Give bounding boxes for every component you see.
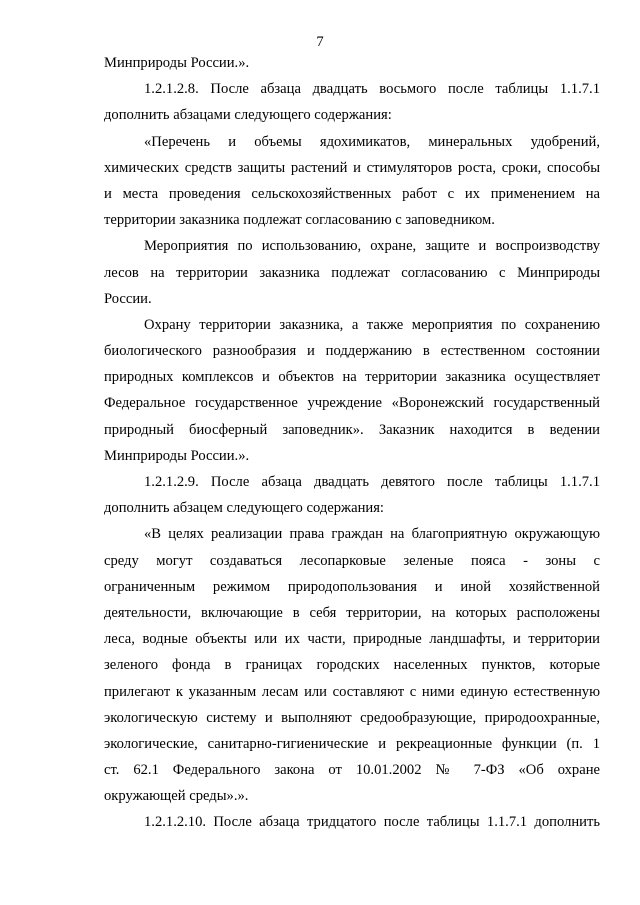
text-line: окружающей среды».». (104, 788, 249, 805)
text-line: экологическую систему и выполняют средообразующие, природоохранные, (104, 709, 600, 726)
text-line: ст. 62.1 Федерального закона от 10.01.2002 № 7-ФЗ «Об охране (104, 762, 600, 779)
text-line: зеленого фонда в границах городских населенных пунктов, которые (104, 657, 600, 674)
text-line: Мероприятия по использованию, охране, защите и воспроизводству (144, 238, 600, 255)
text-line: химических средств защиты растений и стимуляторов роста, сроки, способы (104, 159, 600, 176)
text-line: дополнить абзацем следующего содержания: (104, 500, 384, 517)
text-line: Минприроды России.». (104, 55, 250, 71)
text-line: леса, водные объекты или их части, природные ландшафты, и территории (104, 631, 600, 648)
text-line: 1.2.1.2.8. После абзаца двадцать восьмого после таблицы 1.1.7.1 (144, 81, 600, 98)
text-line: биологического разнообразия и поддержанию в естественном состоянии (104, 343, 600, 360)
text-line: Охрану территории заказника, а также мероприятия по сохранению (144, 316, 600, 333)
text-line: природных комплексов и объектов на территории заказника осуществляет (104, 369, 600, 386)
text-line: Минприроды России.». (104, 447, 250, 464)
text-line: 1.2.1.2.9. После абзаца двадцать девятого после таблицы 1.1.7.1 (144, 474, 600, 490)
text-line: Федеральное государственное учреждение «Воронежский государственный (104, 395, 600, 412)
text-line: среду могут создаваться лесопарковые зеленые пояса - зоны с (104, 552, 600, 569)
text-line: экологические, санитарно-гигиенические и рекреационные функции (п. 1 (104, 735, 600, 752)
text-line: и места проведения сельскохозяйственных работ с их применением на (104, 185, 600, 202)
text-line: территории заказника подлежат согласованию с заповедником. (104, 212, 495, 229)
text-line: деятельности, включающие в себя территории, на которых расположены (104, 604, 600, 621)
text-line: лесов на территории заказника подлежат согласованию с Минприроды (104, 264, 600, 281)
text-line: прилегают к указанным лесам или составляют с ними единую естественную (104, 683, 600, 700)
text-line: «В целях реализации права граждан на благоприятную окружающую (144, 526, 600, 543)
text-line: природный биосферный заповедник». Заказник находится в ведении (104, 421, 600, 438)
text-line: дополнить абзацами следующего содержания: (104, 107, 392, 124)
page-number: 7 (316, 34, 324, 50)
text-line: ограниченным режимом природопользования и иной хозяйственной (104, 578, 600, 595)
text-line: 1.2.1.2.10. После абзаца тридцатого после таблицы 1.1.7.1 дополнить (144, 814, 600, 831)
document-body (104, 50, 600, 836)
text-line: «Перечень и объемы ядохимикатов, минеральных удобрений, (144, 133, 600, 150)
text-line: России. (104, 290, 152, 307)
